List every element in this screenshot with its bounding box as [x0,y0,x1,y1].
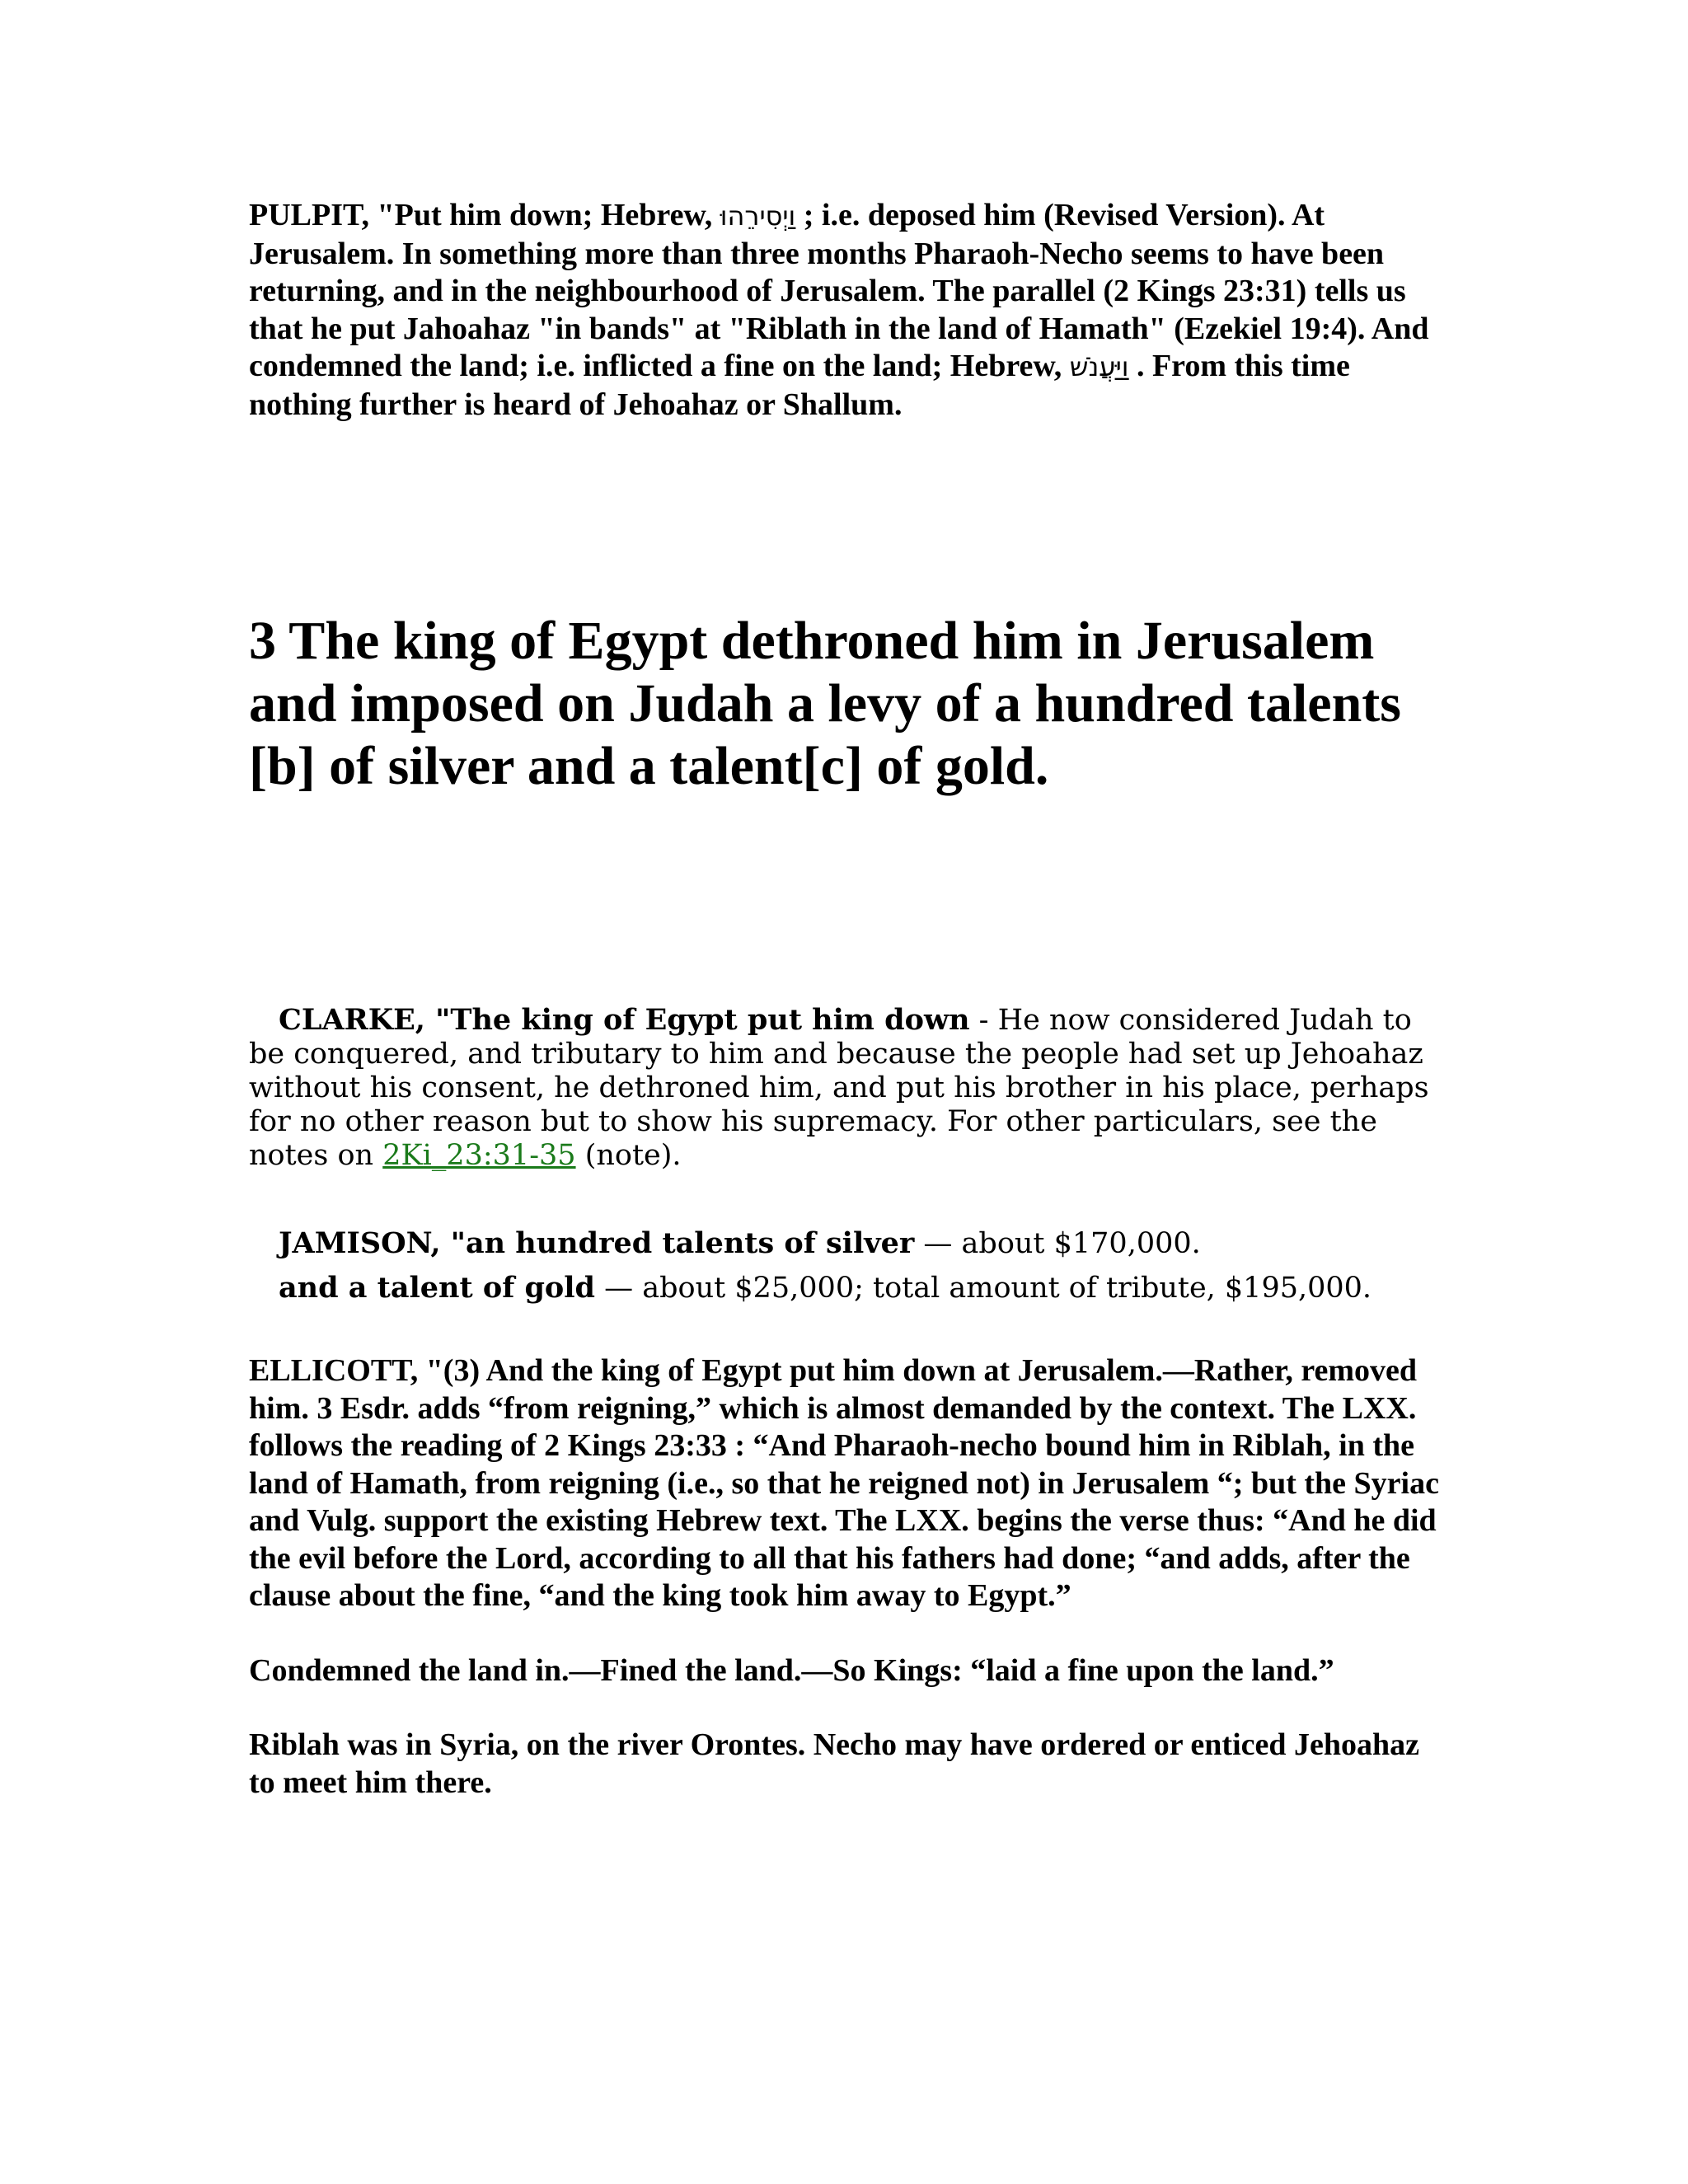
jamison-commentary [249,1226,1452,1315]
pulpit-text-3: . From this time nothing further is heard of Jehoahaz or Shallum. [249,349,1350,422]
clarke-lead: CLARKE, "The king of Egypt put him down [279,1003,970,1037]
clarke-commentary [249,1003,1452,1173]
clarke-body: - He now considered Judah to be conquered, and tributary to him and because the people had set up Jehoahaz without his consent, he dethroned him, and put his brother in his place, perhaps for no other reason but to show his supremacy. For other particulars, see the notes on [249,1004,1429,1172]
clarke-tail: (note). [575,1139,682,1172]
jamison-silver-term: JAMISON, "an hundred talents of silver [279,1226,915,1260]
jamison-gold-term: and a talent of gold [279,1271,596,1305]
ellicott-commentary [249,1352,1452,1839]
hebrew-word-deposed: וַיְסִירֵהוּ [720,200,796,232]
pulpit-text-1: PULPIT, "Put him down; Hebrew, [249,198,720,232]
ellicott-paragraph-3: Riblah was in Syria, on the river Orontes. Necho may have ordered or enticed Jehoahaz to meet him there. [249,1727,1420,1800]
pulpit-commentary [249,197,1452,424]
jamison-line-silver [279,1226,1452,1261]
scripture-reference-link[interactable]: 2Ki_23:31-35 [382,1139,576,1172]
ellicott-paragraph-1: ELLICOTT, "(3) And the king of Egypt put him down at Jerusalem.—Rather, removed him. 3 Esdr. adds “from reigning,” which is almost demanded by the context. The LXX. follows the reading of 2 Kings 23:33 : “And Pharaoh-necho bound him in Riblah, in the land of Hamath, from reigning (i.e., so that he reigned not) in Jerusalem “; but the Syriac and Vulg. support the existing Hebrew text. The LXX. begins the verse thus: “And he did the evil before the Lord, according to all that his fathers had done; “and adds, after the clause about the fine, “and the king took him away to Egypt.” [249,1353,1439,1613]
pulpit-text-2: ; i.e. deposed him (Revised Version). At Jerusalem. In something more than three months Pharaoh-Necho seems to have been returning, and in the neighbourhood of Jerusalem. The parallel (2 Kings 23:31) tells us that he put Jahoahaz "in bands" at "Riblath in the land of Hamath" (Ezekiel 19:4). And condemned the land; i.e. inflicted a fine on the land; Hebrew, [249,198,1429,383]
ellicott-paragraph-2: Condemned the land in.—Fined the land.—So Kings: “laid a fine upon the land.” [249,1652,1334,1688]
hebrew-word-fined: וַיַּעֲנֹשׁ [1069,351,1129,382]
verse-heading: 3 The king of Egypt dethroned him in Jerusalem and imposed on Judah a levy of a hundred talents [b] of silver and a talent[c] of gold. [249,611,1401,796]
jamison-line-gold [279,1271,1452,1305]
jamison-gold-value: — about $25,000; total amount of tribute, $195,000. [595,1272,1372,1305]
jamison-silver-value: — about $170,000. [914,1227,1201,1260]
